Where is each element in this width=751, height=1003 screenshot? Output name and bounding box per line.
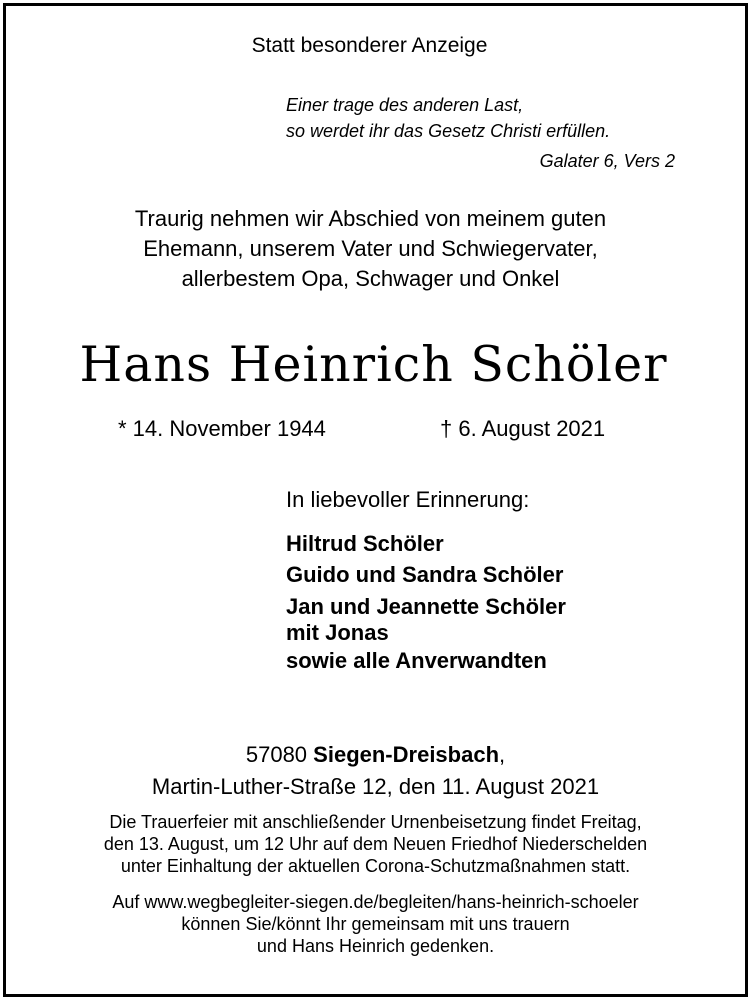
memory-heading: In liebevoller Erinnerung:: [286, 487, 530, 512]
service-info-line: den 13. August, um 12 Uhr auf dem Neuen Friedhof Niederschelden: [103, 834, 648, 854]
intro-line: Ehemann, unserem Vater und Schwiegervater,: [143, 236, 598, 261]
birth-date: * 14. November 1944: [118, 416, 326, 441]
mourners-list: [286, 528, 566, 676]
city-suffix: ,: [499, 742, 506, 767]
bible-quote: [286, 92, 610, 144]
online-condolence-info: [6, 891, 745, 957]
mourner-name: mit Jonas: [286, 620, 389, 645]
service-info: [6, 811, 745, 877]
quote-reference: Galater 6, Vers 2: [539, 151, 675, 171]
quote-line: so werdet ihr das Gesetz Christi erfüllen.: [286, 121, 611, 141]
service-info-line: unter Einhaltung der aktuellen Corona-Schutzmaßnahmen statt.: [120, 856, 631, 876]
address-line-2: Martin-Luther-Straße 12, den 11. August 2021: [151, 774, 600, 799]
farewell-intro: [1, 204, 740, 294]
family-address: [6, 739, 745, 803]
mourner-name: Guido und Sandra Schöler: [286, 562, 564, 587]
mourner-name: Jan und Jeannette Schöler: [286, 594, 566, 619]
city: Siegen-Dreisbach: [313, 742, 500, 767]
deceased-name: Hans Heinrich Schöler: [79, 336, 668, 393]
intro-line: allerbestem Opa, Schwager und Onkel: [181, 266, 560, 291]
online-info-line: und Hans Heinrich gedenken.: [256, 936, 495, 956]
address-line-1: [6, 739, 745, 771]
mourner-name: sowie alle Anverwandten: [286, 648, 547, 673]
intro-line: Traurig nehmen wir Abschied von meinem guten: [134, 206, 607, 231]
postcode: 57080: [245, 742, 308, 767]
online-info-line: können Sie/könnt Ihr gemeinsam mit uns trauern: [181, 914, 570, 934]
death-date: † 6. August 2021: [440, 416, 606, 441]
notice-header: Statt besonderer Anzeige: [251, 34, 488, 57]
quote-line: Einer trage des anderen Last,: [286, 95, 524, 115]
online-info-line: Auf www.wegbegleiter-siegen.de/begleiten/hans-heinrich-schoeler: [112, 892, 639, 912]
obituary-notice: [3, 3, 748, 997]
mourner-name: Hiltrud Schöler: [286, 531, 444, 556]
service-info-line: Die Trauerfeier mit anschließender Urnenbeisetzung findet Freitag,: [109, 812, 642, 832]
